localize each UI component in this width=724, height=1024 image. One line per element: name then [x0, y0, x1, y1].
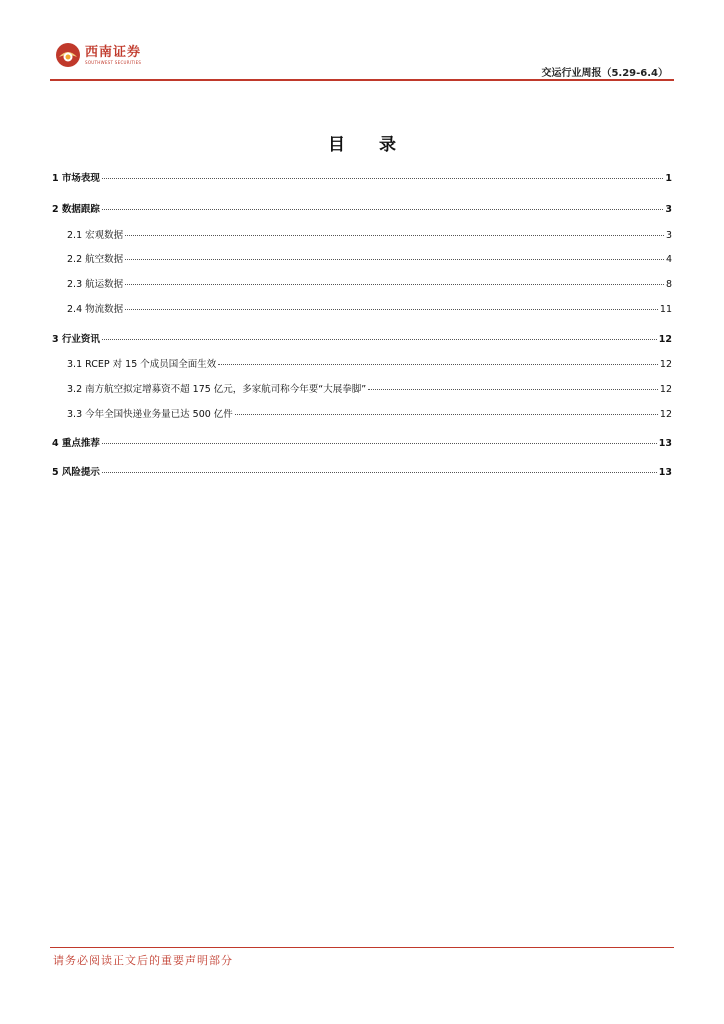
header-divider [50, 79, 674, 81]
toc-leader-dots [102, 209, 663, 210]
toc-leader-dots [102, 178, 663, 179]
toc-entry-page: 11 [659, 304, 672, 315]
footer-disclaimer: 请务必阅读正文后的重要声明部分 [53, 954, 233, 967]
toc-entry-label: 2.3 航运数据 [67, 279, 124, 290]
toc-leader-dots [102, 472, 657, 473]
toc-entry[interactable] [52, 356, 672, 370]
toc-entry-page: 3 [665, 204, 672, 215]
toc-entry-label: 4 重点推荐 [52, 438, 100, 449]
page-header [0, 0, 724, 82]
toc-entry[interactable] [52, 170, 672, 184]
toc-entry-label: 1 市场表现 [52, 173, 100, 184]
toc-entry[interactable] [52, 201, 672, 215]
toc-entry-page: 1 [665, 173, 672, 184]
toc-entry[interactable] [52, 381, 672, 395]
toc-entry-label: 3.3 今年全国快递业务量已达 500 亿件 [67, 409, 233, 420]
toc-entry[interactable] [52, 331, 672, 345]
logo-chinese-name: 西南证券 [85, 44, 142, 60]
toc-entry-label: 3 行业资讯 [52, 334, 100, 345]
toc-entry-label: 2 数据跟踪 [52, 204, 100, 215]
toc-entry-page: 13 [658, 438, 672, 449]
toc-leader-dots [368, 389, 658, 390]
toc-entry-page: 4 [665, 254, 672, 265]
toc-entry-page: 12 [658, 334, 672, 345]
toc-entry-page: 8 [665, 279, 672, 290]
toc-leader-dots [125, 235, 664, 236]
toc-entry-label: 2.4 物流数据 [67, 304, 124, 315]
toc-entry-page: 3 [665, 230, 672, 241]
toc-entry-label: 3.1 RCEP 对 15 个成员国全面生效 [67, 359, 217, 370]
report-title: 交运行业周报（5.29-6.4） [541, 68, 668, 79]
toc-entry-label: 2.2 航空数据 [67, 254, 124, 265]
toc-entry-page: 12 [659, 359, 672, 370]
toc-entry[interactable] [52, 435, 672, 449]
logo-mark-icon [55, 42, 81, 68]
toc-leader-dots [218, 364, 658, 365]
toc-entry-label: 5 风险提示 [52, 467, 100, 478]
footer-divider [50, 947, 674, 948]
toc-entry[interactable] [52, 301, 672, 315]
toc-entry-page: 12 [659, 384, 672, 395]
toc-leader-dots [102, 339, 657, 340]
toc-leader-dots [125, 259, 664, 260]
logo-english-name: SOUTHWEST SECURITIES [85, 59, 142, 65]
toc-entry-label: 3.2 南方航空拟定增募资不超 175 亿元，多家航司称今年要“大展拳脚” [67, 384, 367, 395]
toc-leader-dots [125, 284, 664, 285]
company-logo [55, 42, 141, 68]
toc-entry-page: 12 [659, 409, 672, 420]
toc-leader-dots [102, 443, 657, 444]
toc-entry-label: 2.1 宏观数据 [67, 230, 124, 241]
toc-entry[interactable] [52, 276, 672, 290]
toc-title: 目 录 [328, 135, 410, 155]
toc-leader-dots [125, 309, 658, 310]
toc-entry[interactable] [52, 406, 672, 420]
toc-leader-dots [235, 414, 658, 415]
toc-entry[interactable] [52, 251, 672, 265]
toc-entry[interactable] [52, 227, 672, 241]
toc-entry[interactable] [52, 464, 672, 478]
toc-entry-page: 13 [658, 467, 672, 478]
